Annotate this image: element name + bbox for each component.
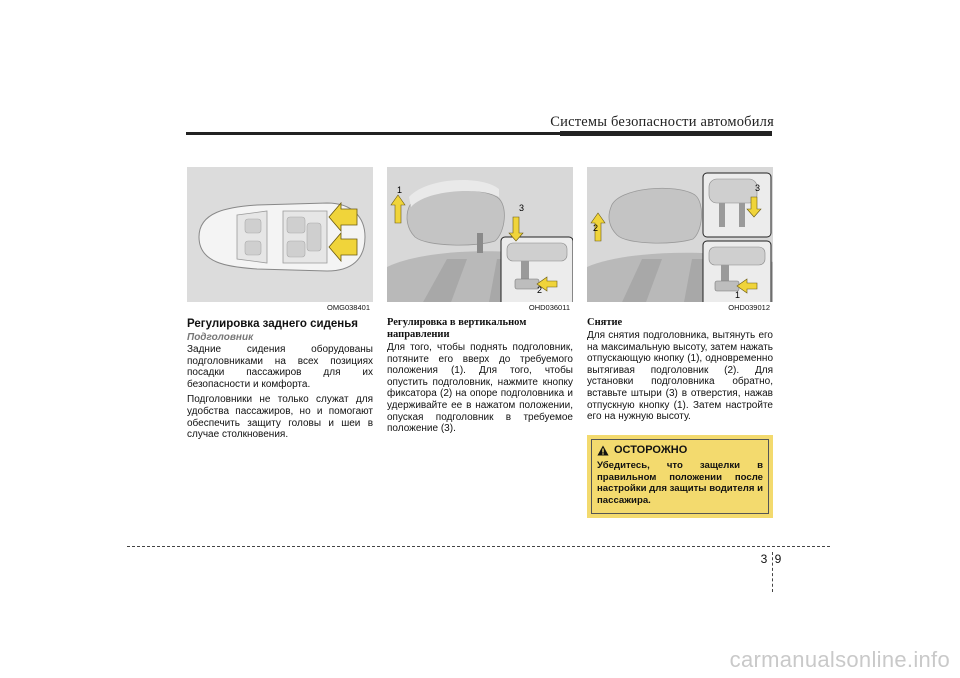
paragraph-2: Подголовники не только служат для удобства пассажиров, но и помогают обеспечить защиту головы и шеи в случае столкновения. [187, 394, 373, 441]
callout-2: 2 [593, 223, 599, 233]
warning-box [587, 435, 773, 518]
page-number [757, 552, 785, 566]
paragraph: Для того, чтобы поднять подголовник, потяните его вверх до требуемого положения (1). Для того, чтобы опустить подголовник, нажмите кнопку фиксатора (2) на опоре подголовника и удерживайте ее в нажатом положении, опуская подголовник в требуемое положение (3). [387, 342, 573, 435]
callout-3: 3 [755, 183, 761, 193]
headrest-adjust-figure [387, 167, 573, 313]
footer-divider [127, 546, 830, 547]
header-rule-accent [560, 131, 772, 136]
figure-code: OHD036011 [528, 303, 570, 312]
column-vertical-adjust [387, 167, 573, 439]
header-title: Системы безопасности автомобиля [550, 114, 774, 130]
warning-border [591, 439, 769, 514]
section-heading: Снятие [587, 317, 623, 328]
figure-code: OHD039012 [728, 303, 770, 312]
paragraph-1: Задние сидения оборудованы подголовниками на всех позициях посадки пассажиров для их безопасности и комфорта. [187, 344, 373, 390]
callout-1: 1 [397, 185, 403, 195]
figure-code: OMG038401 [327, 303, 370, 312]
callout-3: 3 [519, 203, 525, 213]
car-topview-illustration [187, 167, 373, 313]
car-topview-figure [187, 167, 373, 313]
warning-text: Убедитесь, что защелки в правильном положении после настройки для защиты водителя и пассажира. [597, 460, 763, 506]
page-number-divider [772, 552, 773, 592]
headrest-removal-illustration [587, 167, 773, 313]
headrest-adjust-illustration [387, 167, 573, 313]
watermark: carmanualsonline.info [729, 647, 950, 672]
page-number-value: 9 [774, 552, 782, 566]
callout-1: 1 [735, 290, 741, 300]
callout-2: 2 [537, 285, 543, 295]
section-subheading: Подголовник [187, 332, 254, 343]
column-rear-seat [187, 167, 373, 445]
paragraph: Для снятия подголовника, вытянуть его на максимальную высоту, затем нажать отпускающую кнопку (1), одновременно вытягивая подголовник (2). Для установки подголовника обратно, вставьте штыри (3) в отверстия, нажав отпускную кнопку (1). Затем настройте его на нужную высоту. [587, 330, 773, 423]
warning-header [597, 444, 763, 456]
chapter-number: 3 [760, 552, 768, 566]
warning-title: ОСТОРОЖНО [614, 444, 688, 456]
section-heading: Регулировка заднего сиденья [187, 318, 359, 330]
column-removal [587, 167, 773, 427]
warning-triangle-icon [597, 445, 609, 456]
headrest-removal-figure [587, 167, 773, 313]
section-heading: Регулировка в вертикальном направлении [387, 317, 527, 340]
